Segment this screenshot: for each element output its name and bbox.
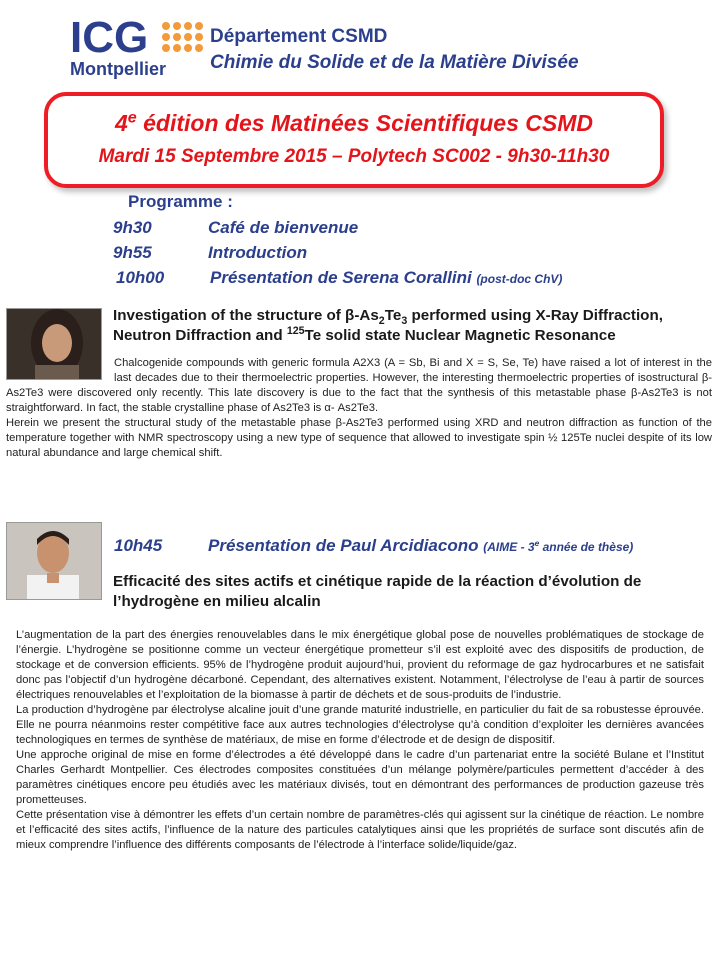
event-title-box — [44, 92, 664, 188]
talk1-abstract-p1: Chalcogenide compounds with generic formula A2X3 (A = Sb, Bi and X = S, Se, Te) have raised a lot of interest in the last decades due to their thermoelectric properties. However, the interesting thermoelectric properties of isostructural β-As2Te3 were discovered only recently. This late discovery is due to the fact that the synthesis of this metastable phase β-As2Te3 is not straightforward. In fact, the stable crystalline phase of As2Te3 is α- As2Te3. — [6, 357, 712, 414]
talk1-title-part: Te — [384, 307, 402, 324]
talk1-abstract-p2: Herein we present the structural study of the metastable phase β-As2Te3 performed using XRD and neutron diffraction as function of the temperature together with NMR spectroscopy using a new type of sequence that allowed to investigate spin ½ 125Te nuclei despite of its low natural abundance and large chemical shift. — [6, 417, 712, 459]
talk1-title-sub: 3 — [401, 315, 408, 328]
talk2-title-line1: Efficacité des sites actifs et cinétique rapide de la réaction d’évolution de — [113, 573, 642, 590]
talk2-title — [113, 572, 713, 612]
department-subtitle: Chimie du Solide et de la Matière Divisée — [210, 52, 579, 73]
programme-label-3 — [210, 268, 562, 288]
programme-time-3: 10h00 — [116, 268, 165, 287]
talk1-title-part: Te solid state Nuclear Magnetic Resonance — [304, 327, 616, 344]
talk2-label-text: Présentation de Paul Arcidiacono — [208, 536, 479, 555]
department-name: Département CSMD — [210, 26, 388, 47]
talk1-title-sup: 125 — [286, 324, 305, 337]
talk1-title-sub: 2 — [378, 315, 385, 328]
talk1-abstract — [6, 356, 712, 461]
programme-time-2: 9h55 — [113, 243, 152, 262]
edition-number: 4 — [115, 110, 128, 136]
talk2-note-sup: e — [534, 538, 540, 548]
programme-time-1: 9h30 — [113, 218, 152, 237]
programme-label-2: Introduction — [208, 243, 308, 262]
programme-note-3: (post-doc ChV) — [476, 272, 563, 286]
edition-sup: e — [127, 108, 137, 127]
talk1-title — [113, 306, 713, 346]
talk1-title-part: performed using X-Ray Diffraction, — [407, 307, 663, 324]
talk2-note-b: année de thèse) — [539, 540, 634, 554]
speaker-photo-paul — [6, 522, 102, 600]
icg-logo — [70, 14, 198, 84]
programme-heading: Programme : — [128, 192, 233, 211]
event-title — [48, 110, 660, 137]
talk1-title-part: Neutron Diffraction and — [113, 327, 287, 344]
photo-spacer — [6, 356, 114, 386]
logo-dots-icon — [162, 22, 202, 62]
talk2-abstract-p2: La production d’hydrogène par électrolyse alcaline jouit d’une grande maturité industrielle, en particulier du fait de sa robustesse éprouvée. Elle ne pourra néanmoins rester compétitive face aux autres technologies d’électrolyse qu’à condition d’exploiter les dernières avancées technologiques en termes de synthèse de matériaux, de mise en forme d’électrode et de design de dispositif. — [16, 704, 704, 746]
talk1-title-line1 — [113, 306, 713, 326]
talk1-title-part: Investigation of the structure of β-As — [113, 307, 379, 324]
talk2-note-a: (AIME - 3 — [483, 540, 535, 554]
talk2-abstract — [16, 628, 704, 853]
talk1-title-line2 — [113, 326, 713, 346]
talk2-abstract-p1: L’augmentation de la part des énergies renouvelables dans le mix énergétique global pose de nouvelles problématiques de stockage de l’énergie. L’hydrogène se positionne comme un vecteur énergétique prometteur s’il est exploité avec des dispositifs de production, de stockage et de conversion efficients. 95% de l’hydrogène produit aujourd’hui, provient du reformage de gaz hydrocarbures et ne satisfait donc pas l’objectif d’un hydrogène décarboné. Cependant, des alternatives existent. Notamment, l’électrolyse de l’eau à partir de sources électriques renouvelables et l’exploitation de la biomasse à partir de déchets et de sous-produits de l’industrie. — [16, 629, 704, 701]
talk2-label — [208, 536, 633, 556]
programme-label-3-text: Présentation de Serena Corallini — [210, 268, 472, 287]
talk2-abstract-p4: Cette présentation vise à démontrer les effets d’un certain nombre de paramètres-clés qui agissent sur la cinétique de réaction. Le nombre et l’efficacité des sites actifs, l’influence de la nature des particules catalytiques ainsi que les propriétés de surface sont discutés afin de mieux comprendre l’influence des différents composants de l’électrode à l’interface solide/liquide/gaz. — [16, 809, 704, 851]
talk2-title-line2: l’hydrogène en milieu alcalin — [113, 593, 321, 610]
talk2-note — [483, 540, 633, 554]
talk2-abstract-p3: Une approche original de mise en forme d’électrodes a été développé dans le cadre d’un partenariat entre la société Bulane et l’Institut Charles Gerhardt Montpellier. Ces électrodes composites constituées d’un mélange polymère/particules permettent d’accéder à des paramètres cinétiques encore peu étudiés avec les matériaux divisés, tout en démontrant des performances de production gazeuse très prometteuses. — [16, 749, 704, 806]
talk2-time: 10h45 — [114, 536, 163, 555]
event-title-text: édition des Matinées Scientifiques CSMD — [143, 110, 593, 136]
logo-city-text: Montpellier — [70, 59, 167, 79]
programme-label-1: Café de bienvenue — [208, 218, 359, 237]
event-subtitle: Mardi 15 Septembre 2015 – Polytech SC002 - 9h30-11h30 — [98, 146, 610, 167]
logo-icg-text: ICG — [70, 13, 149, 62]
